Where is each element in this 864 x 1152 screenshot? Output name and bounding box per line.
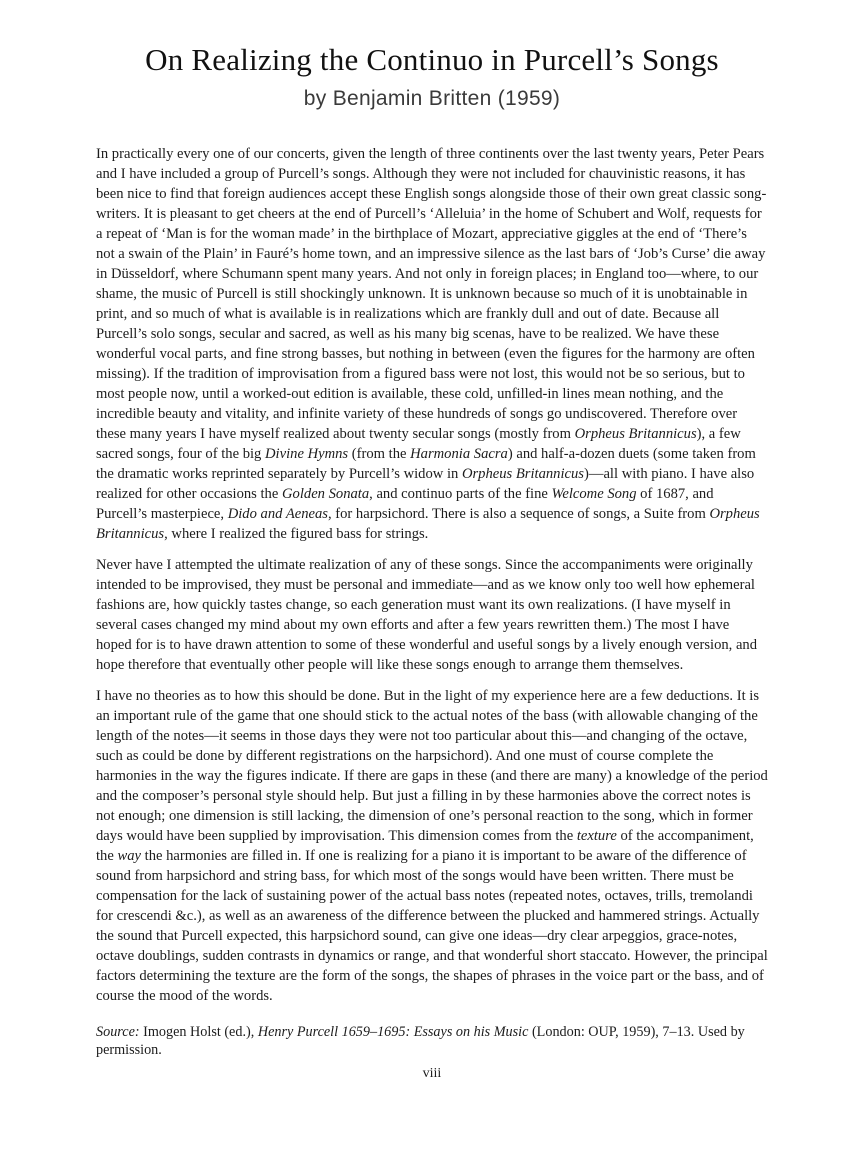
source-citation: Source: Imogen Holst (ed.), Henry Purcell 1659–1695: Essays on his Music (London: OUP, 1959), 7–13. Used by permission. (96, 1024, 745, 1058)
paragraph-2: Never have I attempted the ultimate realization of any of these songs. Since the accompaniments were originally intended to be improvised, they must be personal and immediate—and as we know only too well how ephemeral fashions are, how quickly tastes change, so each generation must want its own realizations. (I have myself in several cases changed my mind about my own efforts and after a few years rewritten them.) The most I have hoped for is to have drawn attention to some of these wonderful and useful songs by a lively enough version, and hope therefore that eventually other people will like these songs enough to arrange them themselves. (96, 557, 758, 673)
page-number: viii (422, 1066, 442, 1081)
page-title: On Realizing the Continuo in Purcell’s Songs (145, 42, 719, 77)
text-column (96, 0, 768, 1082)
paragraph-3: I have no theories as to how this should be done. But in the light of my experience here are a few deductions. It is an important rule of the game that one should stick to the actual notes of the bass (with allowable changing of the length of the notes—it seems in those days they were not too particular about this—and changing of the octave, such as could be done by different registrations on the harpsichord). And one must of course complete the harmonies in the way the figures indicate. If there are gaps in these (and there are many) a knowledge of the period and the composer’s personal style should help. But just a filling in by these harmonies above the correct notes is not enough; one dimension is still lacking, the dimension of one’s personal reaction to the song, which in former days would have been supplied by improvisation. This dimension comes from the texture of the accompaniment, the way the harmonies are filled in. If one is realizing for a piano it is important to be aware of the difference of sound from harpsichord and string bass, for which most of the songs would have been written. There must be compensation for the lack of sustaining power of the actual bass notes (repeated notes, octaves, trills, tremolandi for crescendi &c.), as well as an awareness of the difference between the plucked and hammered strings. Actually the sound that Purcell expected, this harpsichord sound, can give one ideas—dry clear arpeggios, grace-notes, octave doublings, sudden contrasts in dynamics or range, and that wonderful short staccato. However, the principal factors determining the texture are the form of the songs, the shapes of phrases in the voice part or the bass, and of course the mood of the words. (96, 688, 768, 1004)
paragraph-1: In practically every one of our concerts, given the length of three continents over the last twenty years, Peter Pears and I have included a group of Purcell’s songs. Although they were not included for chauvinistic reasons, it has been nice to find that foreign audiences accept these English songs alongside those of their own great classic song-writers. It is pleasant to get cheers at the end of Purcell’s ‘Alleluia’ in the home of Schubert and Wolf, requests for a repeat of ‘Man is for the woman made’ in the birthplace of Mozart, appreciative giggles at the end of ‘There’s not a swain of the Plain’ in Fauré’s home town, and an impressive silence as the last bars of ‘Job’s Curse’ die away in Düsseldorf, where Schumann spent many years. And not only in foreign places; in England too—where, to our shame, the music of Purcell is still shockingly unknown. It is unknown because so much of it is unobtainable in print, and so much of what is available is in realizations which are frankly dull and out of date. Because all Purcell’s solo songs, secular and sacred, as well as his many big scenas, have to be realized. We have these wonderful vocal parts, and fine strong basses, but nothing in between (even the figures for the harmony are often missing). If the tradition of improvisation from a figured bass were not lost, this would not be so serious, but to most people now, until a worked-out edition is available, these cold, unfilled-in lines mean nothing, and the incredible beauty and vitality, and infinite variety of these hundreds of songs go undiscovered. Therefore over these many years I have myself realized about twenty secular songs (mostly from Orpheus Britannicus), a few sacred songs, four of the big Divine Hymns (from the Harmonia Sacra) and half-a-dozen duets (some taken from the dramatic works reprinted separately by Purcell’s widow in Orpheus Britannicus)—all with piano. I have also realized for other occasions the Golden Sonata, and continuo parts of the fine Welcome Song of 1687, and Purcell’s masterpiece, Dido and Aeneas, for harpsichord. There is also a sequence of songs, a Suite from Orpheus Britannicus, where I realized the figured bass for strings. (96, 146, 767, 542)
page-subtitle: by Benjamin Britten (1959) (303, 87, 561, 110)
essay-body (96, 144, 768, 1006)
